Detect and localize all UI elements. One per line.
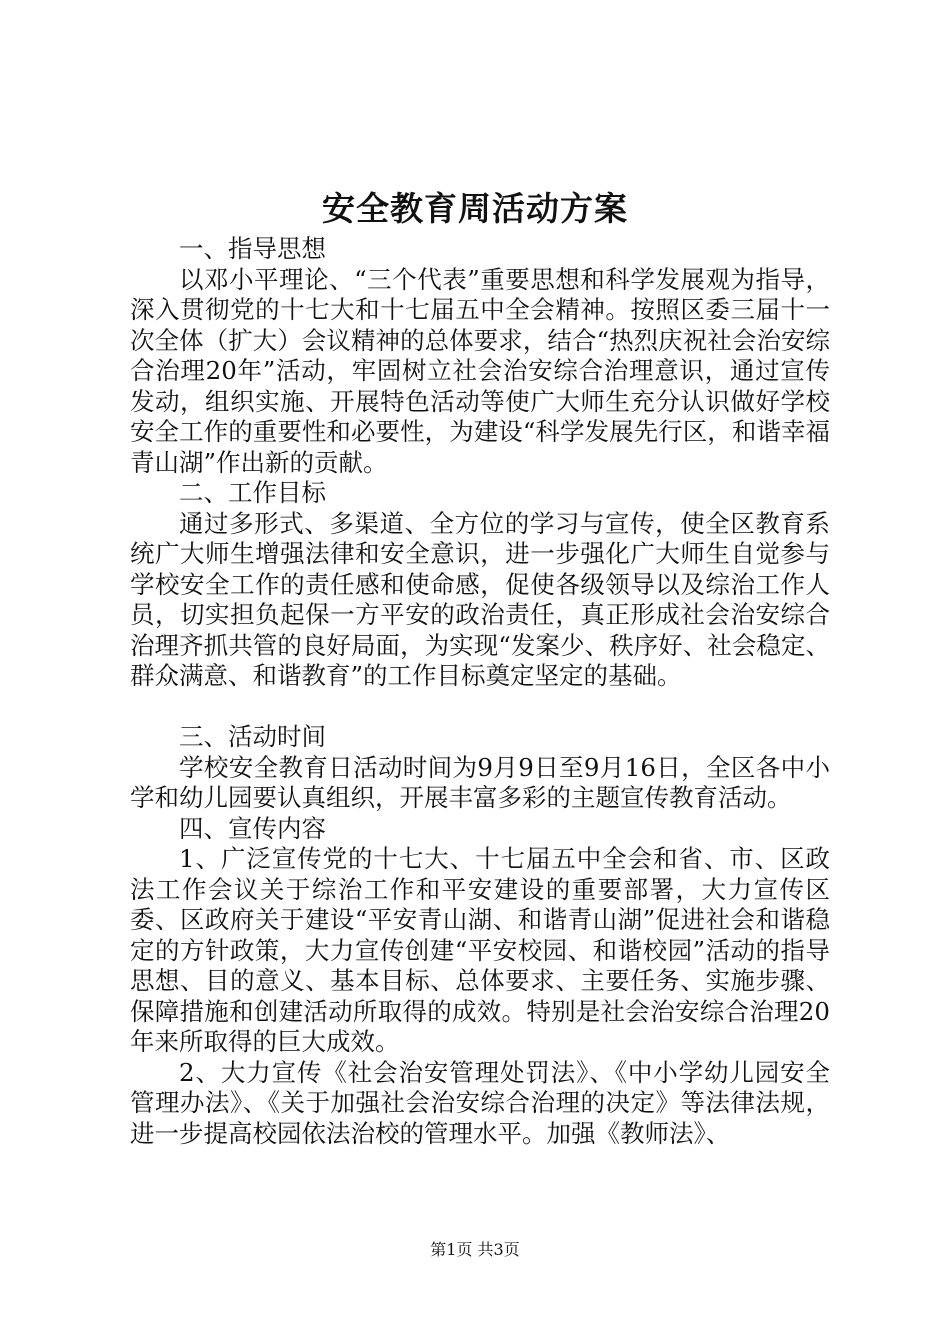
section-paragraph-activity-time: 学校安全教育日活动时间为9月9日至9月16日，全区各中小学和幼儿园要认真组织，开展丰富多彩的主题宣传教育活动。 xyxy=(130,752,830,812)
section-paragraph-publicity-item-1: 1、广泛宣传党的十七大、十七届五中全会和省、市、区政法工作会议关于综治工作和平安建设的重要部署，大力宣传区委、区政府关于建设“平安青山湖、和谐青山湖”促进社会和谐稳定的方针政策，大力宣传创建“平安校园、和谐校园”活动的指导思想、目的意义、基本目标、总体要求、主要任务、实施步骤、保障措施和创建活动所取得的成效。特别是社会治安综合治理20年来所取得的巨大成效。 xyxy=(130,844,830,1056)
section-heading-publicity-content: 四、宣传内容 xyxy=(179,813,326,843)
section-heading-activity-time: 三、活动时间 xyxy=(179,722,326,751)
document-body xyxy=(130,234,830,1149)
section-paragraph-guiding-ideology: 以邓小平理论、“三个代表”重要思想和科学发展观为指导，深入贯彻党的十七大和十七届五中全会精神。按照区委三届十一次全体（扩大）会议精神的总体要求，结合“热烈庆祝社会治安综合治理20年”活动，牢固树立社会治安综合治理意识，通过宣传发动，组织实施、开展特色活动等使广大师生充分认识做好学校安全工作的重要性和必要性，为建设“科学发展先行区，和谐幸福青山湖”作出新的贡献。 xyxy=(130,264,830,477)
paragraph-spacer xyxy=(130,692,830,723)
section-paragraph-work-goals: 通过多形式、多渠道、全方位的学习与宣传，使全区教育系统广大师生增强法律和安全意识，进一步强化广大师生自觉参与学校安全工作的责任感和使命感，促使各级领导以及综治工作人员，切实担负起保一方平安的政治责任，真正形成社会治安综合治理齐抓共管的良好局面，为实现“发案少、秩序好、社会稳定、群众满意、和谐教育”的工作目标奠定坚定的基础。 xyxy=(130,508,830,690)
section-paragraph-publicity-item-2: 2、大力宣传《社会治安管理处罚法》、《中小学幼儿园安全管理办法》、《关于加强社会治安综合治理的决定》等法律法规，进一步提高校园依法治校的管理水平。加强《教师法》、 xyxy=(130,1057,830,1148)
page-footer: 第1页 共3页 xyxy=(430,1240,520,1259)
document-title: 安全教育周活动方案 xyxy=(322,189,628,228)
section-heading-guiding-ideology: 一、指导思想 xyxy=(179,234,326,263)
section-heading-work-goals: 二、工作目标 xyxy=(179,478,326,507)
